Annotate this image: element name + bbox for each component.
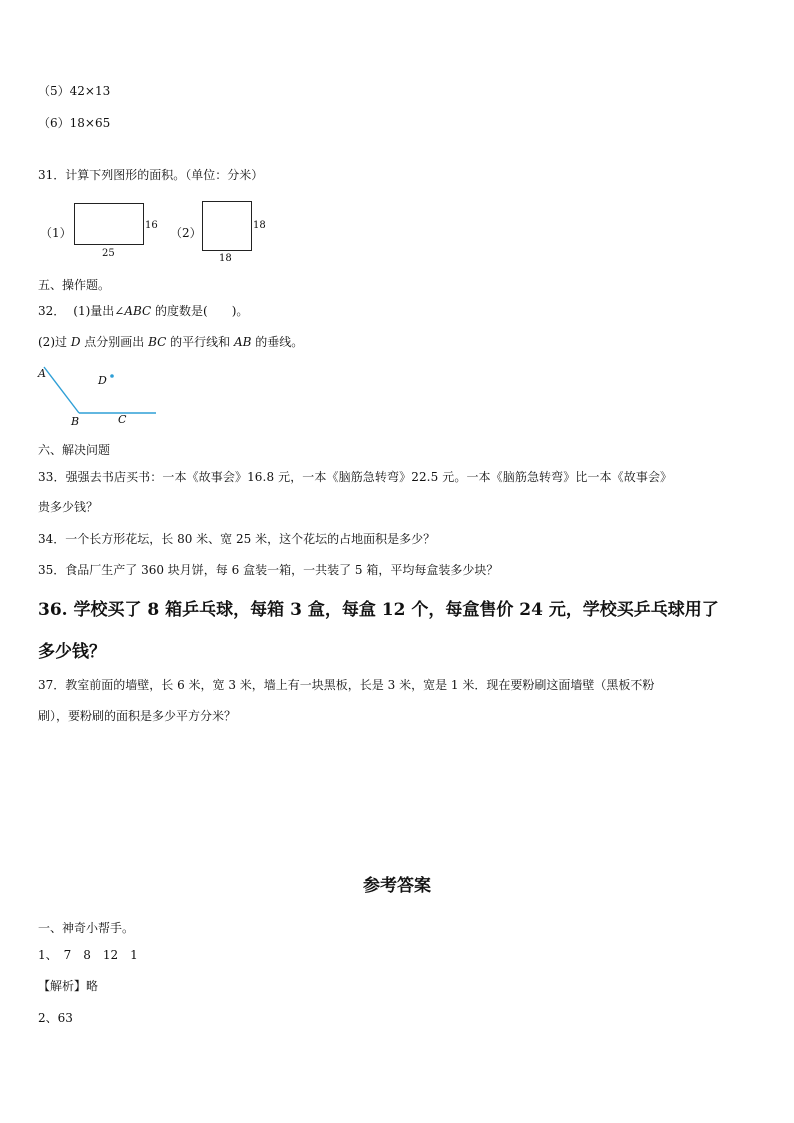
question-37-line-2: 刷），要粉刷的面积是多少平方分米？ bbox=[38, 709, 237, 723]
answer-1-analysis: 【解析】略 bbox=[38, 979, 99, 993]
label-a: A bbox=[38, 367, 46, 380]
angle-diagram bbox=[34, 362, 164, 432]
question-32-point-d: D bbox=[70, 335, 81, 349]
figure-1-side-length: 16 bbox=[145, 220, 158, 231]
question-32-segment-ab: AB bbox=[233, 335, 252, 349]
figure-2-side-length: 18 bbox=[253, 220, 266, 231]
question-32-part2-e: 的平行线和 bbox=[166, 335, 234, 349]
question-34: 34．一个长方形花坛，长 80 米、宽 25 米，这个花坛的占地面积是多少？ bbox=[38, 532, 436, 546]
label-d: D bbox=[98, 374, 107, 387]
question-33-line-1: 33．强强去书店买书：一本《故事会》16.8 元，一本《脑筋急转弯》22.5 元。一本《脑筋急转弯》比一本《故事会》 bbox=[38, 470, 673, 484]
question-36-line-2: 多少钱？ bbox=[38, 642, 106, 662]
question-32-segment-bc: BC bbox=[148, 335, 167, 349]
figure-2-bottom-length: 18 bbox=[219, 253, 232, 264]
question-32-part1-c: 的度数是( )。 bbox=[151, 304, 249, 318]
answer-section-1-heading: 一、神奇小帮手。 bbox=[38, 921, 135, 935]
question-32-angle-name: ABC bbox=[124, 304, 152, 318]
question-31: 31．计算下列图形的面积。（单位：分米） bbox=[38, 168, 264, 182]
figure-2-square bbox=[202, 201, 252, 251]
question-32-part2-g: 的垂线。 bbox=[251, 335, 304, 349]
label-c: C bbox=[118, 413, 127, 426]
answer-2: 2、63 bbox=[38, 1011, 73, 1025]
label-b: B bbox=[71, 415, 80, 428]
question-32-part-1 bbox=[38, 304, 248, 318]
question-37-line-1: 37．教室前面的墙壁，长 6 米，宽 3 米，墙上有一块黑板，长是 3 米，宽是 1 米．现在要粉刷这面墙壁（黑板不粉 bbox=[38, 678, 655, 692]
question-32-part1-a: (1)量出∠ bbox=[73, 304, 125, 318]
answer-key-title: 参考答案 bbox=[363, 876, 431, 896]
question-32-part-2 bbox=[38, 335, 303, 349]
question-30-5: （5）42×13 bbox=[38, 84, 111, 98]
question-30-6: （6）18×65 bbox=[38, 116, 111, 130]
question-36-line-1: 36. 学校买了 8 箱乒乓球，每箱 3 盒，每盒 12 个，每盒售价 24 元，学校买乒乓球用了 bbox=[38, 600, 719, 620]
question-32-part2-c: 点分别画出 bbox=[80, 335, 149, 349]
figure-1-label: （1） bbox=[40, 226, 72, 240]
question-32-part2-a: (2)过 bbox=[38, 335, 71, 349]
question-32-number: 32． bbox=[38, 304, 66, 318]
figure-2-label: （2） bbox=[170, 226, 202, 240]
point-d bbox=[110, 374, 114, 378]
section-5-heading: 五、操作题。 bbox=[38, 278, 111, 292]
question-33-line-2: 贵多少钱？ bbox=[38, 500, 99, 514]
answer-1: 1、 7 8 12 1 bbox=[38, 948, 138, 962]
figure-1-bottom-length: 25 bbox=[102, 248, 115, 259]
figure-1-rectangle bbox=[74, 203, 144, 245]
question-35: 35．食品厂生产了 360 块月饼，每 6 盒装一箱，一共装了 5 箱，平均每盒装多少块？ bbox=[38, 563, 499, 577]
ray-ba bbox=[44, 367, 79, 413]
section-6-heading: 六、解决问题 bbox=[38, 443, 111, 457]
